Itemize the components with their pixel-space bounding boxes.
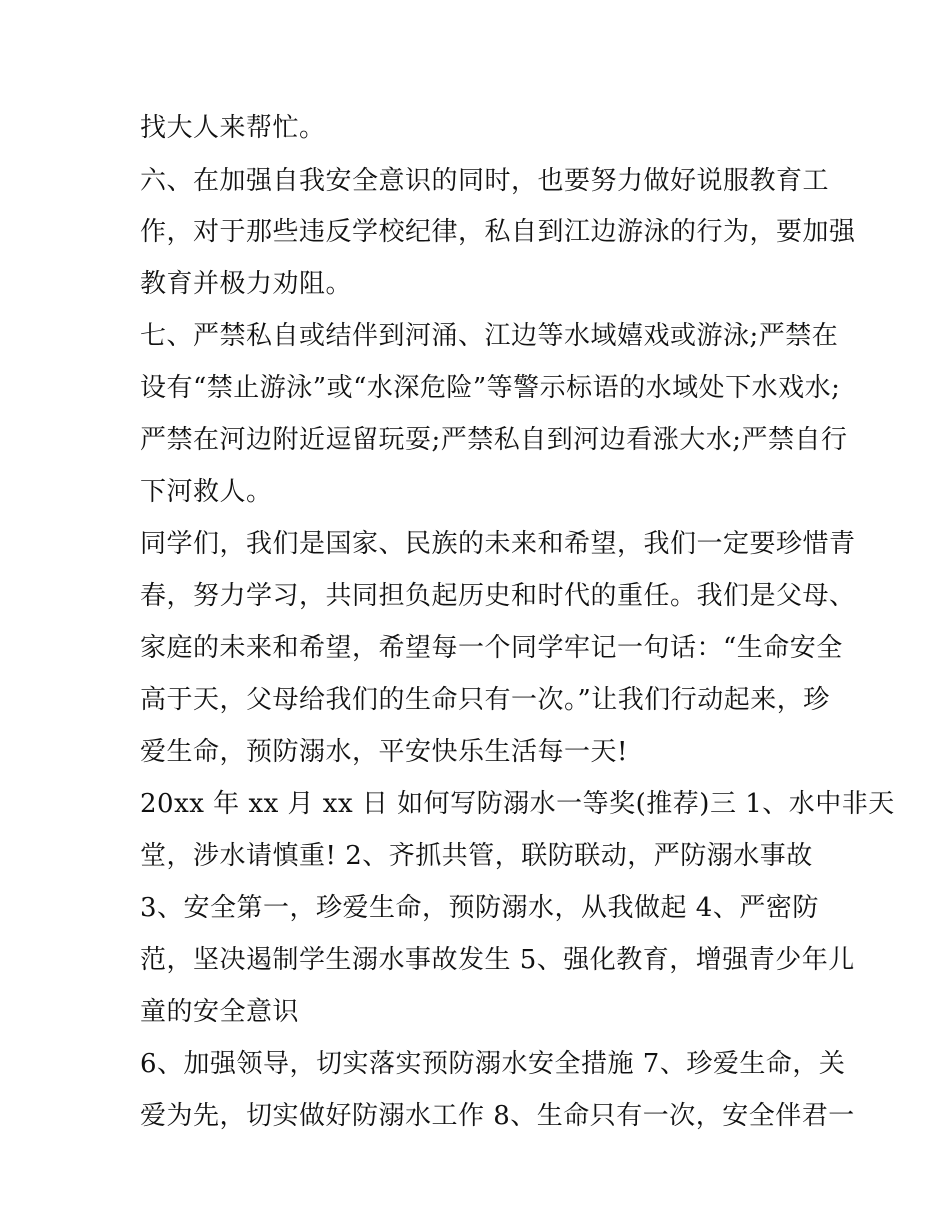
- text-line: 爱生命，预防溺水，平安快乐生活每一天!: [140, 737, 628, 767]
- text-line: 堂，涉水请慎重! 2、齐抓共管，联防联动，严防溺水事故: [140, 841, 813, 871]
- text-line: 教育并极力劝阻。: [140, 269, 353, 299]
- text-line: 爱为先，切实做好防溺水工作 8、生命只有一次，安全伴君一: [140, 1101, 855, 1131]
- text-line: 作，对于那些违反学校纪律，私自到江边游泳的行为，要加强: [140, 217, 856, 247]
- text-line: 6、加强领导，切实落实预防溺水安全措施 7、珍爱生命，关: [140, 1049, 846, 1079]
- text-line: 20xx 年 xx 月 xx 日 如何写防溺水一等奖(推荐)三 1、水中非天: [140, 789, 895, 819]
- text-line: 七、严禁私自或结伴到河涌、江边等水域嬉戏或游泳;严禁在: [140, 321, 839, 351]
- text-line: 找大人来帮忙。: [140, 113, 326, 143]
- text-line: 同学们，我们是国家、民族的未来和希望，我们一定要珍惜青: [140, 529, 856, 559]
- text-line: 范，坚决遏制学生溺水事故发生 5、强化教育，增强青少年儿: [140, 945, 855, 975]
- text-line: 设有“禁止游泳”或“水深危险”等警示标语的水域处下水戏水;: [140, 373, 841, 403]
- text-line: 下河救人。: [140, 477, 273, 507]
- text-line: 童的安全意识: [140, 997, 300, 1027]
- text-line: 家庭的未来和希望，希望每一个同学牢记一句话：“生命安全: [140, 633, 843, 663]
- text-line: 高于天，父母给我们的生命只有一次。”让我们行动起来，珍: [140, 685, 830, 715]
- text-line: 春，努力学习，共同担负起历史和时代的重任。我们是父母、: [140, 581, 856, 611]
- text-line: 严禁在河边附近逗留玩耍;严禁私自到河边看涨大水;严禁自行: [140, 425, 848, 455]
- text-line: 3、安全第一，珍爱生命，预防溺水，从我做起 4、严密防: [140, 893, 819, 923]
- text-line: 六、在加强自我安全意识的同时，也要努力做好说服教育工: [140, 166, 830, 196]
